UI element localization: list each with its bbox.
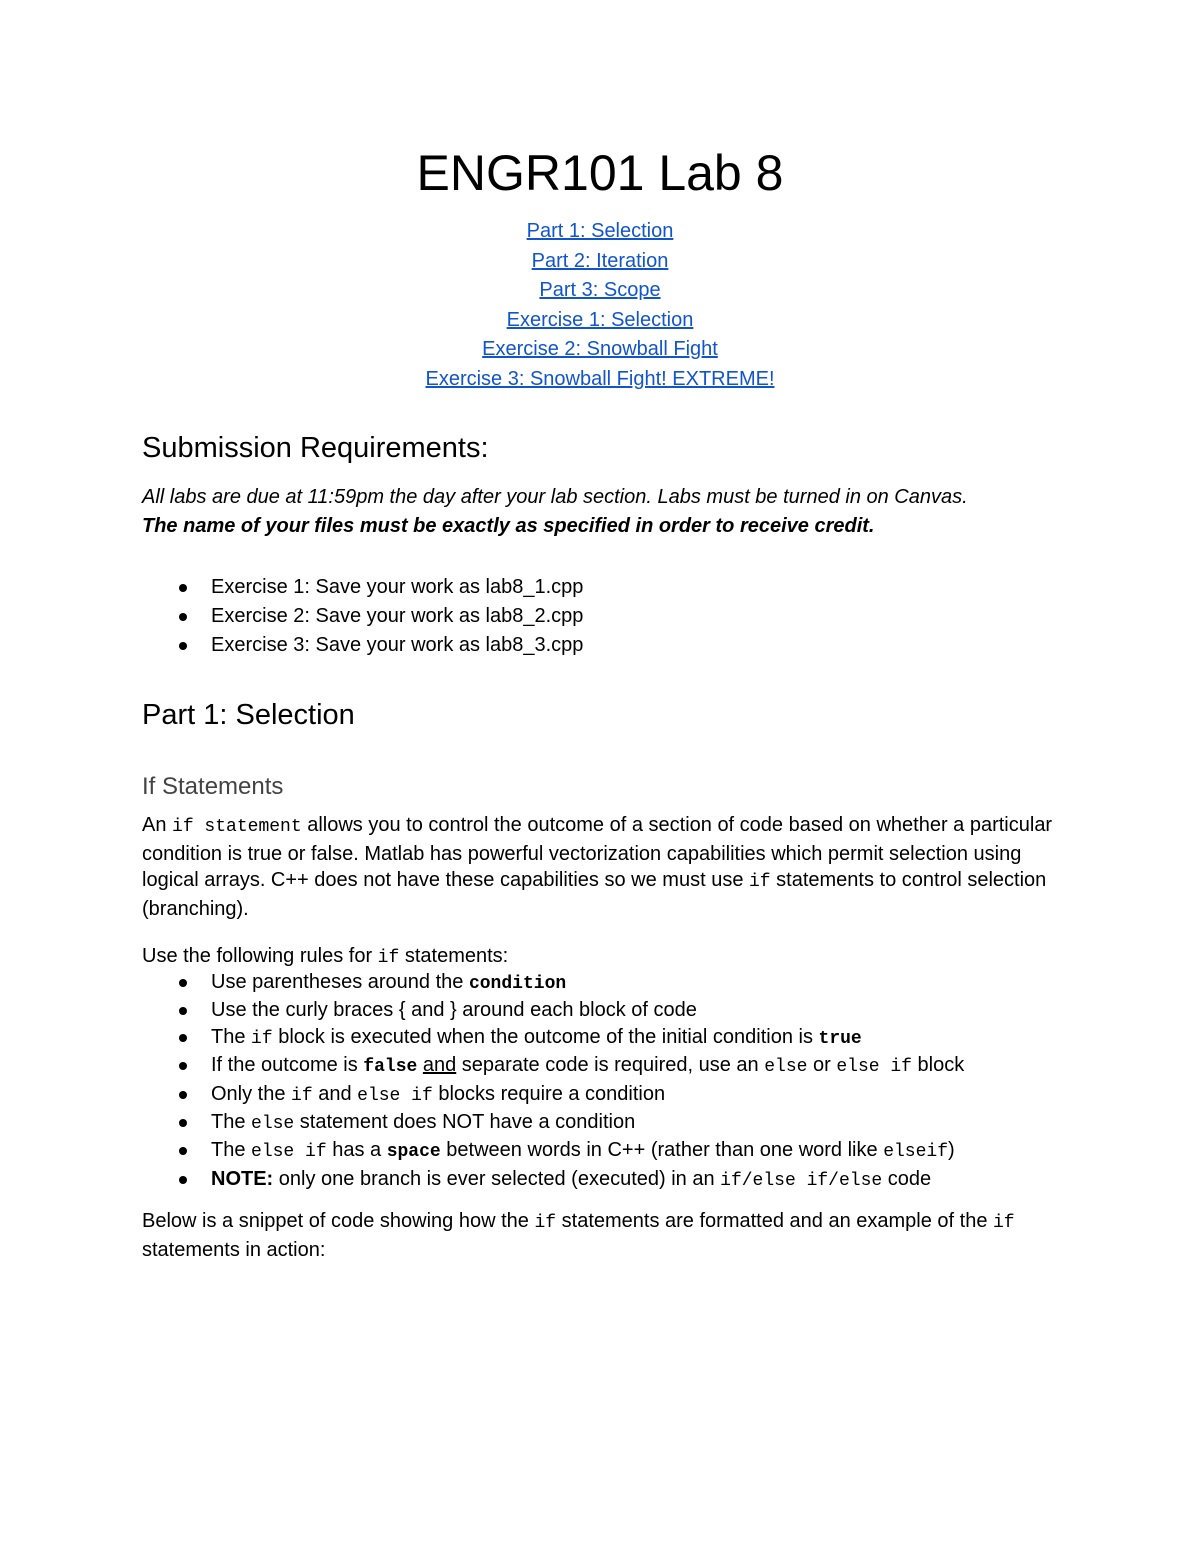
submission-filename-note: The name of your files must be exactly as specified in order to receive credit.	[142, 515, 875, 537]
if-intro-paragraph: An if statement allows you to control the outcome of a section of code based on whether a particular condition is true or false. Matlab has powerful vectorization capabilities which permit selection using logical arrays. C++ does not have these capabilities so we must use if statements to control selection (branching).	[142, 814, 1053, 920]
snippet-intro-paragraph: Below is a snippet of code showing how the if statements are formatted and an example of the if statements in action:	[142, 1210, 1015, 1261]
toc-link-exercise-3[interactable]: Exercise 3: Snowball Fight! EXTREME!	[425, 367, 775, 390]
submission-heading: Submission Requirements:	[142, 432, 489, 464]
part1-heading: Part 1: Selection	[142, 699, 355, 731]
toc-link-part-2[interactable]: Part 2: Iteration	[531, 249, 669, 272]
toc-link-part-1[interactable]: Part 1: Selection	[526, 220, 674, 242]
bullet-icon	[179, 1147, 187, 1155]
bullet-icon	[179, 642, 187, 650]
list-item: NOTE: only one branch is ever selected (executed) in an if/else if/else code	[142, 1166, 1058, 1194]
bullet-icon	[179, 613, 187, 621]
bullet-icon	[179, 1119, 187, 1127]
list-item: If the outcome is false and separate code is required, use an else or else if block	[142, 1052, 1058, 1080]
list-item: The else statement does NOT have a condition	[142, 1109, 1058, 1137]
toc-link-exercise-2[interactable]: Exercise 2: Snowball Fight	[482, 338, 718, 361]
list-item: Use the curly braces { and } around each block of code	[142, 997, 1058, 1023]
rules-intro-paragraph: Use the following rules for if statements:	[142, 945, 509, 968]
bullet-icon	[179, 1176, 187, 1184]
table-of-contents	[142, 217, 1058, 395]
bullet-icon	[179, 1062, 187, 1070]
if-rules-list	[142, 969, 1058, 1194]
list-item: Exercise 1: Save your work as lab8_1.cpp	[142, 573, 1058, 602]
if-statements-heading: If Statements	[142, 773, 284, 800]
bullet-icon	[179, 1091, 187, 1099]
list-item: Only the if and else if blocks require a condition	[142, 1081, 1058, 1109]
list-item: Exercise 3: Save your work as lab8_3.cpp	[142, 631, 1058, 660]
submission-due-note: All labs are due at 11:59pm the day after your lab section. Labs must be turned in on Canvas.	[142, 486, 968, 508]
toc-link-exercise-1[interactable]: Exercise 1: Selection	[506, 308, 694, 331]
bullet-icon	[179, 1007, 187, 1015]
toc-link-part-3[interactable]: Part 3: Scope	[539, 279, 661, 302]
list-item: The else if has a space between words in C++ (rather than one word like elseif)	[142, 1137, 1058, 1165]
list-item: Exercise 2: Save your work as lab8_2.cpp	[142, 602, 1058, 631]
document-title: ENGR101 Lab 8	[416, 145, 784, 201]
bullet-icon	[179, 584, 187, 592]
list-item: The if block is executed when the outcome of the initial condition is true	[142, 1024, 1058, 1052]
bullet-icon	[179, 979, 187, 987]
bullet-icon	[179, 1034, 187, 1042]
submission-list	[142, 573, 1058, 660]
list-item: Use parentheses around the condition	[142, 969, 1058, 997]
